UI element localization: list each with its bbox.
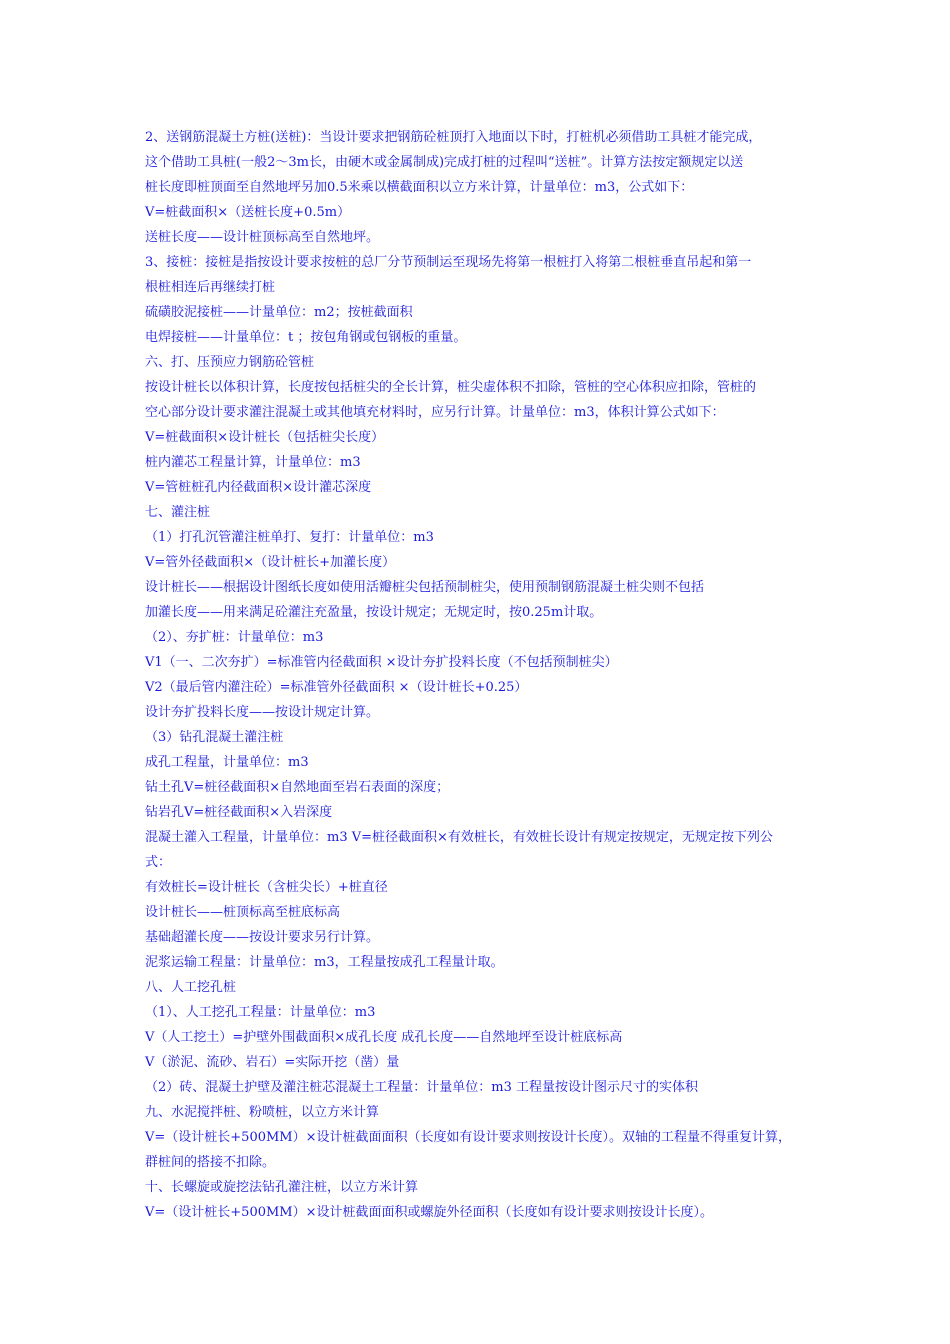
text-line: 电焊接桩——计量单位：t ；按包角钢或包钢板的重量。	[145, 330, 467, 345]
section-line: 3、接桩：接桩是指按设计要求按桩的总厂分节预制运至现场先将第一根桩打入将第二根桩垂直吊起和第一	[145, 255, 752, 270]
text-line: 硫磺胶泥接桩——计量单位：m2；按桩截面积	[145, 305, 413, 320]
section-heading: 七、灌注桩	[145, 505, 211, 520]
document-body	[145, 125, 810, 1225]
text-line: 式：	[145, 855, 172, 870]
section-heading: 十、长螺旋或旋挖法钻孔灌注桩，以立方米计算	[145, 1180, 419, 1195]
formula-line: 钻岩孔V=桩径截面积×入岩深度	[145, 805, 333, 820]
text-line: 群桩间的搭接不扣除。	[145, 1155, 276, 1170]
section-heading: 六、打、压预应力钢筋砼管桩	[145, 355, 315, 370]
formula-line: 有效桩长=设计桩长（含桩尖长）+桩直径	[145, 880, 388, 895]
text-line: 设计桩长——根据设计图纸长度如使用活瓣桩尖包括预制桩尖，使用预制钢筋混凝土桩尖则不包括	[145, 580, 705, 595]
formula-line: V1（一、二次夯扩）=标准管内径截面积 ×设计夯扩投料长度（不包括预制桩尖）	[145, 655, 618, 670]
text-line: 设计夯扩投料长度——按设计规定计算。	[145, 705, 380, 720]
formula-line: V=（设计桩长+500MM）×设计桩截面面积或螺旋外径面积（长度如有设计要求则按设计长度）。	[145, 1205, 714, 1220]
subsection-heading: （2）砖、混凝土护壁及灌注桩芯混凝土工程量：计量单位：m3 工程量按设计图示尺寸的实体积	[145, 1080, 699, 1095]
formula-line: 钻土孔V=桩径截面积×自然地面至岩石表面的深度；	[145, 780, 450, 795]
formula-line: V=（设计桩长+500MM）×设计桩截面面积（长度如有设计要求则按设计长度）。双轴的工程量不得重复计算，	[145, 1130, 792, 1145]
text-line: 2、送钢筋混凝土方桩(送桩)：当设计要求把钢筋砼桩顶打入地面以下时，打桩机必须借助工具桩才能完成，	[145, 130, 762, 145]
text-line: 按设计桩长以体积计算，长度按包括桩尖的全长计算，桩尖虚体积不扣除，管桩的空心体积应扣除，管桩的	[145, 380, 757, 395]
subsection-heading: （1）、人工挖孔工程量：计量单位：m3	[145, 1005, 376, 1020]
section-heading: 八、人工挖孔桩	[145, 980, 237, 995]
formula-line: V=桩截面积×（送桩长度+0.5m）	[145, 205, 351, 220]
text-line: 基础超灌长度——按设计要求另行计算。	[145, 930, 380, 945]
subsection-heading: （1）打孔沉管灌注桩单打、复打：计量单位：m3	[145, 530, 434, 545]
formula-line: V=桩截面积×设计桩长（包括桩尖长度）	[145, 430, 385, 445]
text-line: 送桩长度——设计桩顶标高至自然地坪。	[145, 230, 380, 245]
text-line: 根桩相连后再继续打桩	[145, 280, 276, 295]
text-line: 设计桩长——桩顶标高至桩底标高	[145, 905, 341, 920]
formula-line: V（淤泥、流砂、岩石）=实际开挖（凿）量	[145, 1055, 400, 1070]
formula-line: V=管外径截面积×（设计桩长+加灌长度）	[145, 555, 396, 570]
text-line: 成孔工程量，计量单位：m3	[145, 755, 309, 770]
text-line: 桩内灌芯工程量计算，计量单位：m3	[145, 455, 361, 470]
subsection-heading: （2）、夯扩桩：计量单位：m3	[145, 630, 324, 645]
text-line: 这个借助工具桩(一般2～3m长，由硬木或金属制成)完成打桩的过程叫“送桩”。计算方法按定额规定以送	[145, 155, 744, 170]
text-line: 混凝土灌入工程量，计量单位：m3 V=桩径截面积×有效桩长，有效桩长设计有规定按规定，无规定按下列公	[145, 830, 773, 845]
text-line: 空心部分设计要求灌注混凝土或其他填充材料时，应另行计算。计量单位：m3，体积计算公式如下：	[145, 405, 725, 420]
formula-line: V2（最后管内灌注砼）=标准管外径截面积 ×（设计桩长+0.25）	[145, 680, 528, 695]
subsection-heading: （3）钻孔混凝土灌注桩	[145, 730, 284, 745]
section-heading: 九、水泥搅拌桩、粉喷桩，以立方米计算	[145, 1105, 380, 1120]
text-line: 泥浆运输工程量：计量单位：m3，工程量按成孔工程量计取。	[145, 955, 504, 970]
formula-line: V（人工挖土）=护壁外围截面积×成孔长度 成孔长度——自然地坪至设计桩底标高	[145, 1030, 623, 1045]
text-line: 桩长度即桩顶面至自然地坪另加0.5米乘以横截面积以立方米计算，计量单位：m3，公式如下：	[145, 180, 694, 195]
formula-line: V=管桩桩孔内径截面积×设计灌芯深度	[145, 480, 372, 495]
text-line: 加灌长度——用来满足砼灌注充盈量，按设计规定；无规定时，按0.25m计取。	[145, 605, 603, 620]
